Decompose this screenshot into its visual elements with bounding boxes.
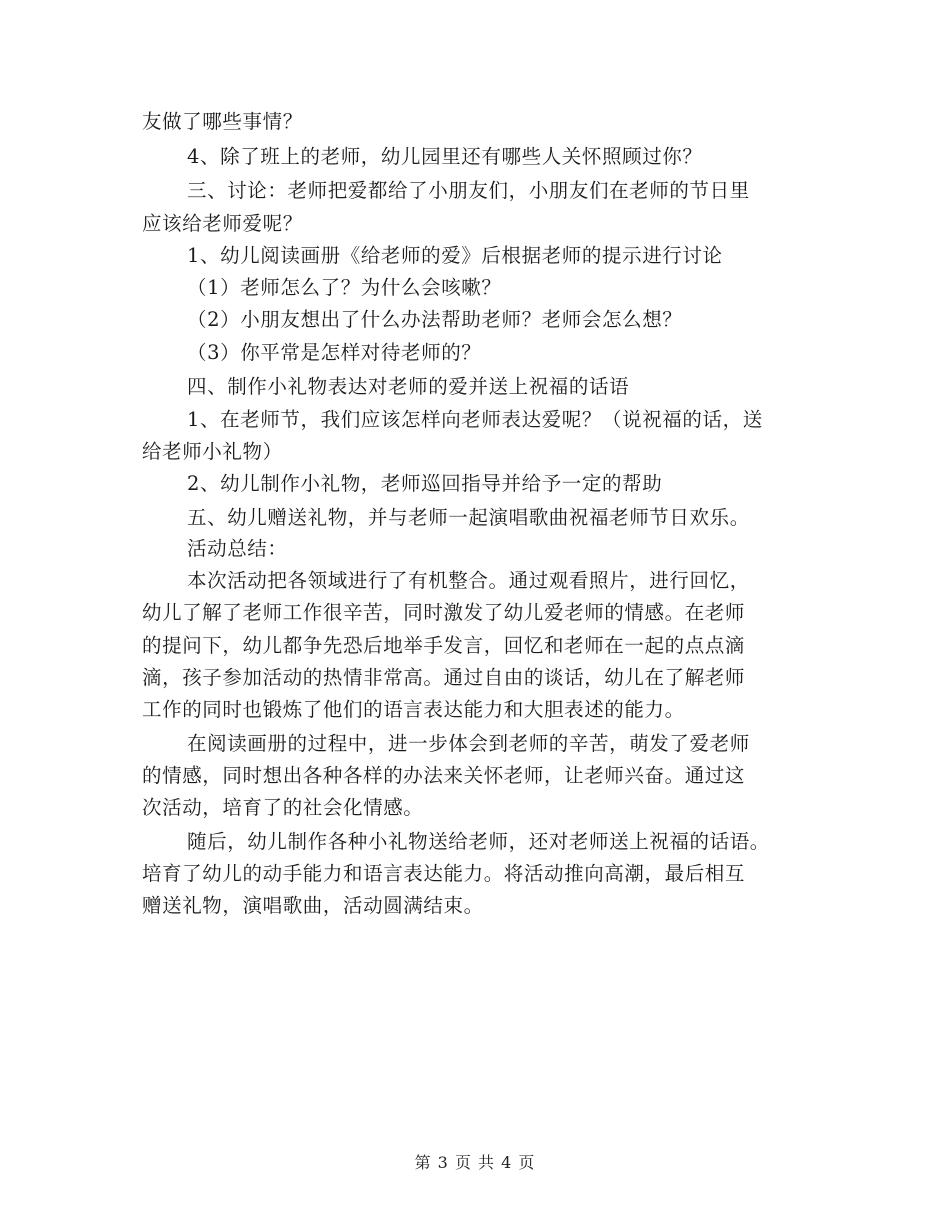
body-line-17: 的提问下，幼儿都争先恐后地举手发言，回忆和老师在一起的点点滴 (142, 634, 746, 657)
body-line-9: 四、制作小礼物表达对老师的爱并送上祝福的话语 (187, 375, 630, 398)
body-line-1: 友做了哪些事情？ (142, 110, 303, 133)
body-line-21: 的情感，同时想出各种各样的办法来关怀老师，让老师兴奋。通过这 (142, 764, 746, 787)
body-line-6: （1）老师怎么了？为什么会咳嗽？ (187, 276, 502, 299)
body-line-19: 工作的同时也锻炼了他们的语言表达能力和大胆表述的能力。 (142, 698, 685, 721)
page-number-footer: 第 3 页 共 4 页 (414, 1153, 536, 1172)
body-line-11: 给老师小礼物） (142, 440, 283, 463)
body-line-2: 4、除了班上的老师，幼儿园里还有哪些人关怀照顾过你？ (187, 145, 703, 168)
body-line-20: 在阅读画册的过程中，进一步体会到老师的辛苦，萌发了爱老师 (187, 732, 750, 755)
body-line-8: （3）你平常是怎样对待老师的？ (187, 341, 482, 364)
body-line-3: 三、讨论：老师把爱都给了小朋友们，小朋友们在老师的节日里 (187, 179, 750, 202)
body-line-23: 随后，幼儿制作各种小礼物送给老师，还对老师送上祝福的话语。 (187, 830, 770, 853)
body-line-12: 2、幼儿制作小礼物，老师巡回指导并给予一定的帮助 (187, 472, 663, 495)
body-line-24: 培育了幼儿的动手能力和语言表达能力。将活动推向高潮，最后相互 (142, 862, 746, 885)
body-line-16: 幼儿了解了老师工作很辛苦，同时激发了幼儿爱老师的情感。在老师 (142, 601, 746, 624)
body-line-15: 本次活动把各领域进行了有机整合。通过观看照片，进行回忆， (187, 569, 750, 592)
body-line-5: 1、幼儿阅读画册《给老师的爱》后根据老师的提示进行讨论 (187, 244, 723, 267)
body-line-4: 应该给老师爱呢？ (142, 212, 303, 235)
body-line-22: 次活动，培育了的社会化情感。 (142, 796, 424, 819)
body-line-25: 赠送礼物，演唱歌曲，活动圆满结束。 (142, 894, 484, 917)
body-line-14: 活动总结： (187, 537, 288, 560)
body-line-18: 滴，孩子参加活动的热情非常高。通过自由的谈话，幼儿在了解老师 (142, 666, 746, 689)
body-line-13: 五、幼儿赠送礼物，并与老师一起演唱歌曲祝福老师节日欢乐。 (187, 506, 750, 529)
body-line-7: （2）小朋友想出了什么办法帮助老师？老师会怎么想？ (187, 308, 683, 331)
body-line-10: 1、在老师节，我们应该怎样向老师表达爱呢？（说祝福的话，送 (187, 408, 763, 431)
